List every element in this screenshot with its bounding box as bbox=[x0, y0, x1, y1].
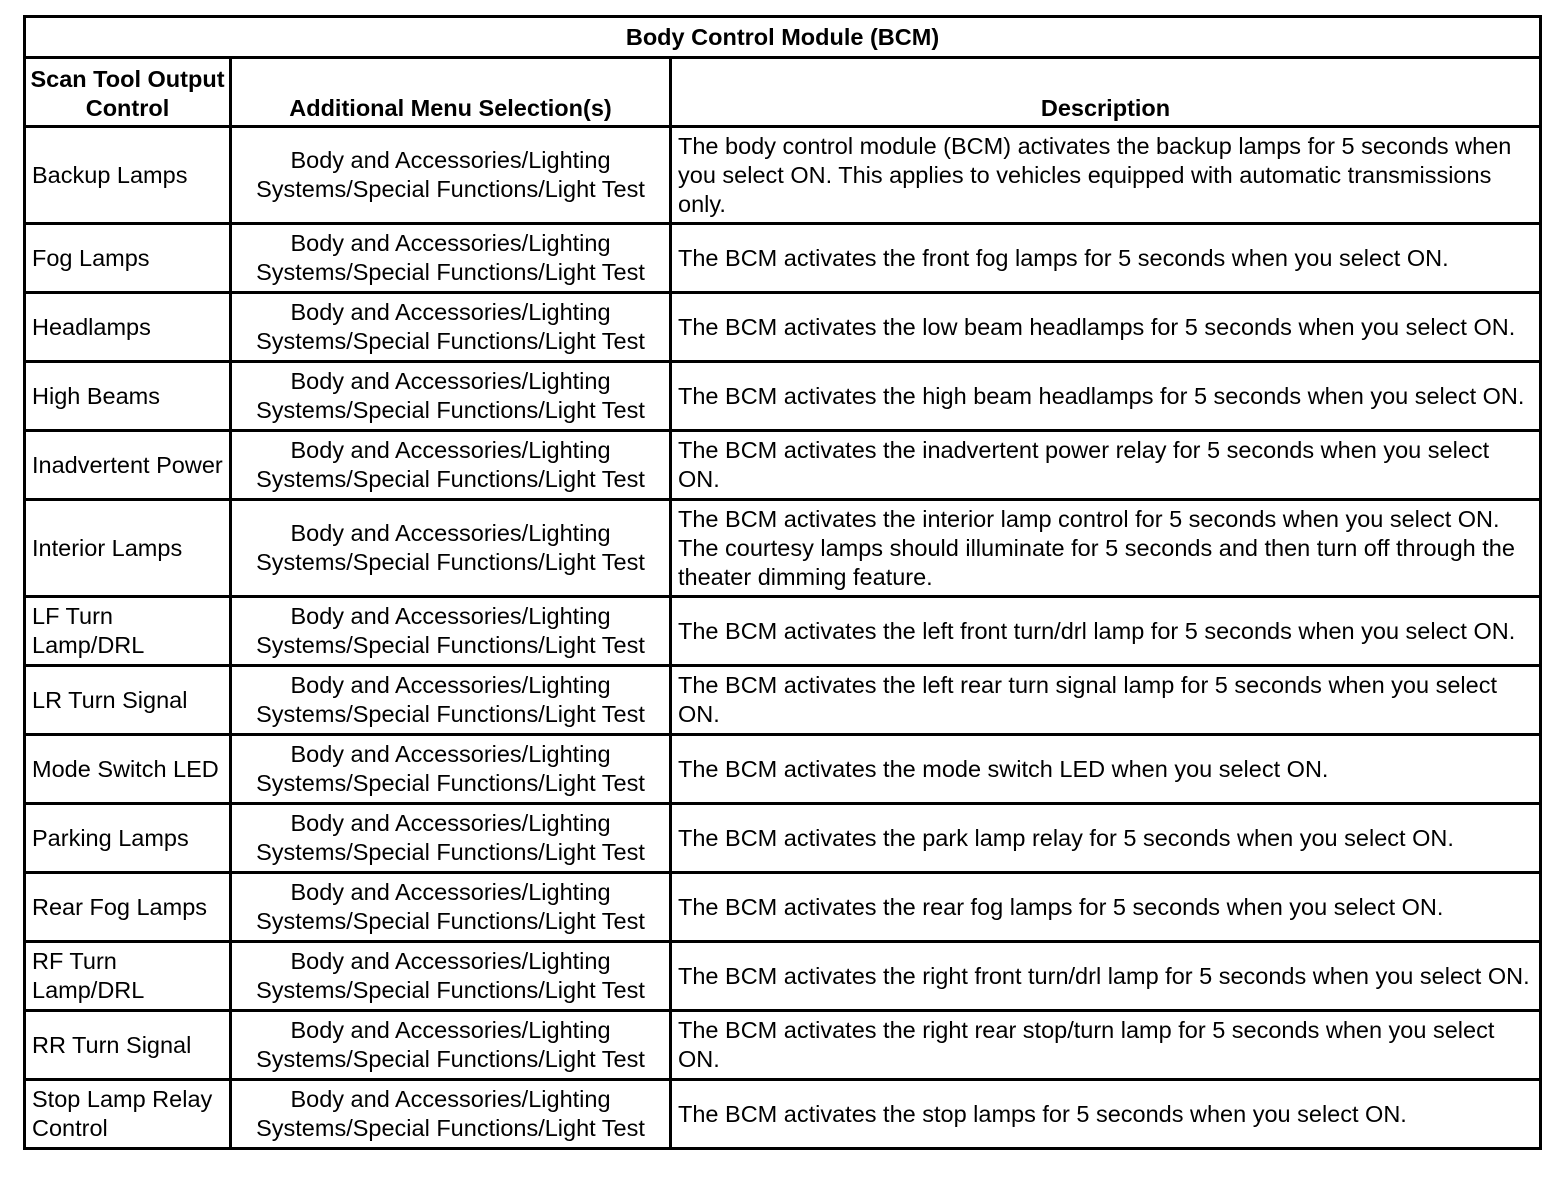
description-cell: The BCM activates the park lamp relay for 5 seconds when you select ON. bbox=[671, 804, 1541, 873]
table-row bbox=[25, 804, 1541, 873]
control-cell: Rear Fog Lamps bbox=[25, 873, 231, 942]
description-cell: The BCM activates the interior lamp control for 5 seconds when you select ON. The courtesy lamps should illuminate for 5 seconds and then turn off through the theater dimming feature. bbox=[671, 500, 1541, 597]
table-row bbox=[25, 666, 1541, 735]
menu-cell: Body and Accessories/Lighting Systems/Special Functions/Light Test bbox=[231, 873, 671, 942]
menu-cell: Body and Accessories/Lighting Systems/Special Functions/Light Test bbox=[231, 597, 671, 666]
description-cell: The BCM activates the left rear turn signal lamp for 5 seconds when you select ON. bbox=[671, 666, 1541, 735]
menu-cell: Body and Accessories/Lighting Systems/Special Functions/Light Test bbox=[231, 804, 671, 873]
table-row bbox=[25, 224, 1541, 293]
menu-cell: Body and Accessories/Lighting Systems/Special Functions/Light Test bbox=[231, 666, 671, 735]
description-cell: The BCM activates the inadvertent power relay for 5 seconds when you select ON. bbox=[671, 431, 1541, 500]
table-row bbox=[25, 735, 1541, 804]
description-cell: The BCM activates the left front turn/drl lamp for 5 seconds when you select ON. bbox=[671, 597, 1541, 666]
control-cell: Headlamps bbox=[25, 293, 231, 362]
control-cell: LF Turn Lamp/DRL bbox=[25, 597, 231, 666]
control-cell: Mode Switch LED bbox=[25, 735, 231, 804]
control-cell: Fog Lamps bbox=[25, 224, 231, 293]
table-row bbox=[25, 597, 1541, 666]
description-cell: The BCM activates the rear fog lamps for 5 seconds when you select ON. bbox=[671, 873, 1541, 942]
menu-cell: Body and Accessories/Lighting Systems/Special Functions/Light Test bbox=[231, 735, 671, 804]
control-cell: Interior Lamps bbox=[25, 500, 231, 597]
table-header-row bbox=[25, 58, 1541, 127]
description-cell: The BCM activates the high beam headlamps for 5 seconds when you select ON. bbox=[671, 362, 1541, 431]
control-cell: LR Turn Signal bbox=[25, 666, 231, 735]
control-cell: Inadvertent Power bbox=[25, 431, 231, 500]
table-row bbox=[25, 1011, 1541, 1080]
control-cell: Stop Lamp Relay Control bbox=[25, 1080, 231, 1149]
menu-cell: Body and Accessories/Lighting Systems/Special Functions/Light Test bbox=[231, 1011, 671, 1080]
control-cell: High Beams bbox=[25, 362, 231, 431]
header-scan-tool-output-control: Scan Tool Output Control bbox=[25, 58, 231, 127]
menu-cell: Body and Accessories/Lighting Systems/Special Functions/Light Test bbox=[231, 500, 671, 597]
header-additional-menu-selections: Additional Menu Selection(s) bbox=[231, 58, 671, 127]
menu-cell: Body and Accessories/Lighting Systems/Special Functions/Light Test bbox=[231, 942, 671, 1011]
table-row bbox=[25, 500, 1541, 597]
menu-cell: Body and Accessories/Lighting Systems/Special Functions/Light Test bbox=[231, 362, 671, 431]
table-title-row bbox=[25, 17, 1541, 58]
menu-cell: Body and Accessories/Lighting Systems/Special Functions/Light Test bbox=[231, 293, 671, 362]
menu-cell: Body and Accessories/Lighting Systems/Special Functions/Light Test bbox=[231, 224, 671, 293]
menu-cell: Body and Accessories/Lighting Systems/Special Functions/Light Test bbox=[231, 431, 671, 500]
description-cell: The BCM activates the stop lamps for 5 seconds when you select ON. bbox=[671, 1080, 1541, 1149]
control-cell: RR Turn Signal bbox=[25, 1011, 231, 1080]
control-cell: Backup Lamps bbox=[25, 127, 231, 224]
header-description: Description bbox=[671, 58, 1541, 127]
description-cell: The BCM activates the right front turn/drl lamp for 5 seconds when you select ON. bbox=[671, 942, 1541, 1011]
bcm-output-control-table bbox=[23, 15, 1542, 1150]
table-title: Body Control Module (BCM) bbox=[25, 17, 1541, 58]
table-row bbox=[25, 942, 1541, 1011]
table-row bbox=[25, 362, 1541, 431]
table-row bbox=[25, 1080, 1541, 1149]
description-cell: The BCM activates the mode switch LED when you select ON. bbox=[671, 735, 1541, 804]
description-cell: The BCM activates the front fog lamps for 5 seconds when you select ON. bbox=[671, 224, 1541, 293]
menu-cell: Body and Accessories/Lighting Systems/Special Functions/Light Test bbox=[231, 1080, 671, 1149]
menu-cell: Body and Accessories/Lighting Systems/Special Functions/Light Test bbox=[231, 127, 671, 224]
control-cell: RF Turn Lamp/DRL bbox=[25, 942, 231, 1011]
table-row bbox=[25, 127, 1541, 224]
table-row bbox=[25, 431, 1541, 500]
control-cell: Parking Lamps bbox=[25, 804, 231, 873]
description-cell: The body control module (BCM) activates the backup lamps for 5 seconds when you select ON. This applies to vehicles equipped with automatic transmissions only. bbox=[671, 127, 1541, 224]
table-row bbox=[25, 293, 1541, 362]
table-row bbox=[25, 873, 1541, 942]
description-cell: The BCM activates the low beam headlamps for 5 seconds when you select ON. bbox=[671, 293, 1541, 362]
description-cell: The BCM activates the right rear stop/turn lamp for 5 seconds when you select ON. bbox=[671, 1011, 1541, 1080]
